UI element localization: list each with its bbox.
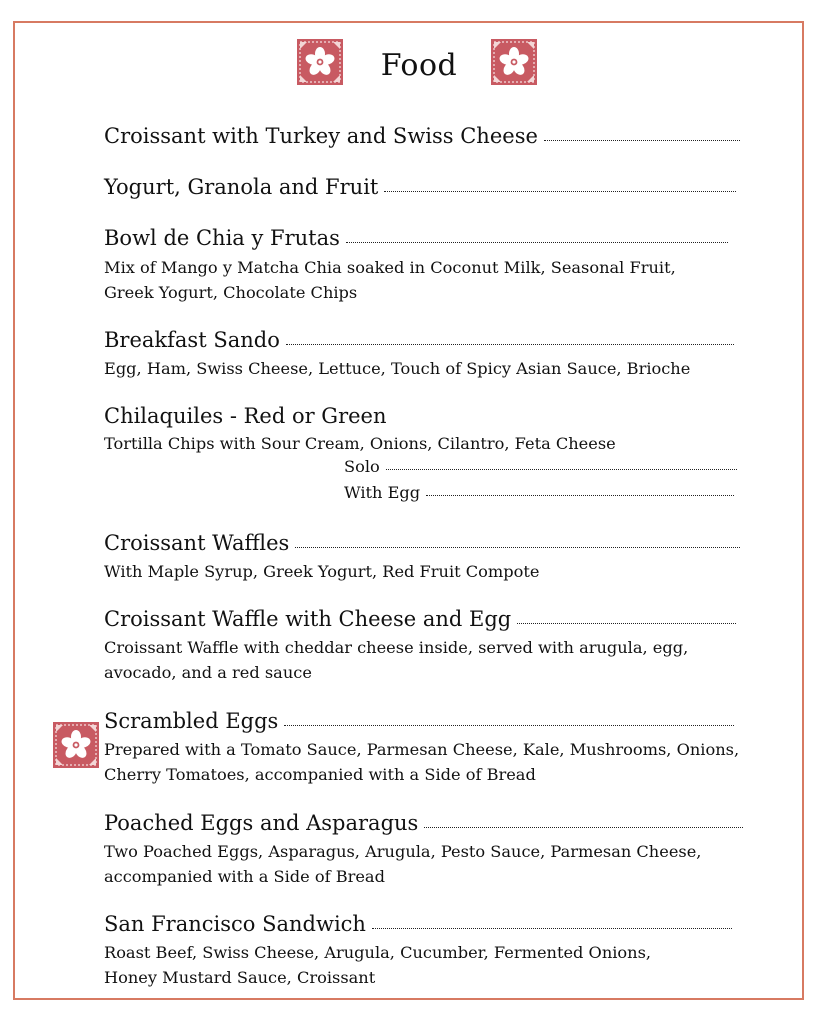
leader-dots [295, 547, 740, 548]
leader-dots [346, 242, 728, 243]
leader-dots [286, 344, 734, 345]
menu-item-description: Honey Mustard Sauce, Croissant [104, 968, 376, 987]
page-title: Food [380, 48, 458, 83]
menu-item-description: Egg, Ham, Swiss Cheese, Lettuce, Touch of Spicy Asian Sauce, Brioche [104, 359, 691, 378]
leader-dots [372, 928, 732, 929]
menu-item-description: avocado, and a red sauce [104, 663, 312, 682]
menu-item-description: Cherry Tomatoes, accompanied with a Side of Bread [104, 765, 536, 784]
menu-item-description: Roast Beef, Swiss Cheese, Arugula, Cucumber, Fermented Onions, [104, 943, 652, 962]
menu-item-title: Chilaquiles - Red or Green [104, 404, 387, 428]
flower-tile-icon [53, 722, 99, 768]
menu-item-title: Croissant Waffles [104, 531, 740, 555]
leader-dots [386, 469, 737, 470]
menu-item-title: Breakfast Sando [104, 328, 734, 352]
leader-dots [517, 623, 736, 624]
menu-item-title: San Francisco Sandwich [104, 912, 732, 936]
menu-item-title: Croissant Waffle with Cheese and Egg [104, 607, 736, 631]
leader-dots [284, 725, 734, 726]
menu-item-description: Tortilla Chips with Sour Cream, Onions, Cilantro, Feta Cheese [104, 434, 616, 453]
menu-item-description: Croissant Waffle with cheddar cheese inside, served with arugula, egg, [104, 638, 689, 657]
menu-item-description: With Maple Syrup, Greek Yogurt, Red Fruit Compote [104, 562, 540, 581]
menu-item-title: Bowl de Chia y Frutas [104, 226, 728, 250]
menu-item-description: Prepared with a Tomato Sauce, Parmesan Cheese, Kale, Mushrooms, Onions, [104, 740, 740, 759]
flower-tile-icon [491, 39, 537, 85]
menu-item-title: Scrambled Eggs [104, 709, 734, 733]
menu-item-description: Mix of Mango y Matcha Chia soaked in Coconut Milk, Seasonal Fruit, [104, 258, 676, 277]
leader-dots [426, 495, 734, 496]
menu-item-description: accompanied with a Side of Bread [104, 867, 385, 886]
menu-item-title: Poached Eggs and Asparagus [104, 811, 743, 835]
leader-dots [384, 191, 736, 192]
menu-item-title: Croissant with Turkey and Swiss Cheese [104, 124, 740, 148]
menu-item-title: Yogurt, Granola and Fruit [104, 175, 736, 199]
leader-dots [544, 140, 740, 141]
menu-item-option: With Egg [344, 483, 734, 502]
menu-item-description: Greek Yogurt, Chocolate Chips [104, 283, 358, 302]
leader-dots [424, 827, 743, 828]
menu-item-description: Two Poached Eggs, Asparagus, Arugula, Pesto Sauce, Parmesan Cheese, [104, 842, 702, 861]
menu-item-option: Solo [344, 457, 737, 476]
